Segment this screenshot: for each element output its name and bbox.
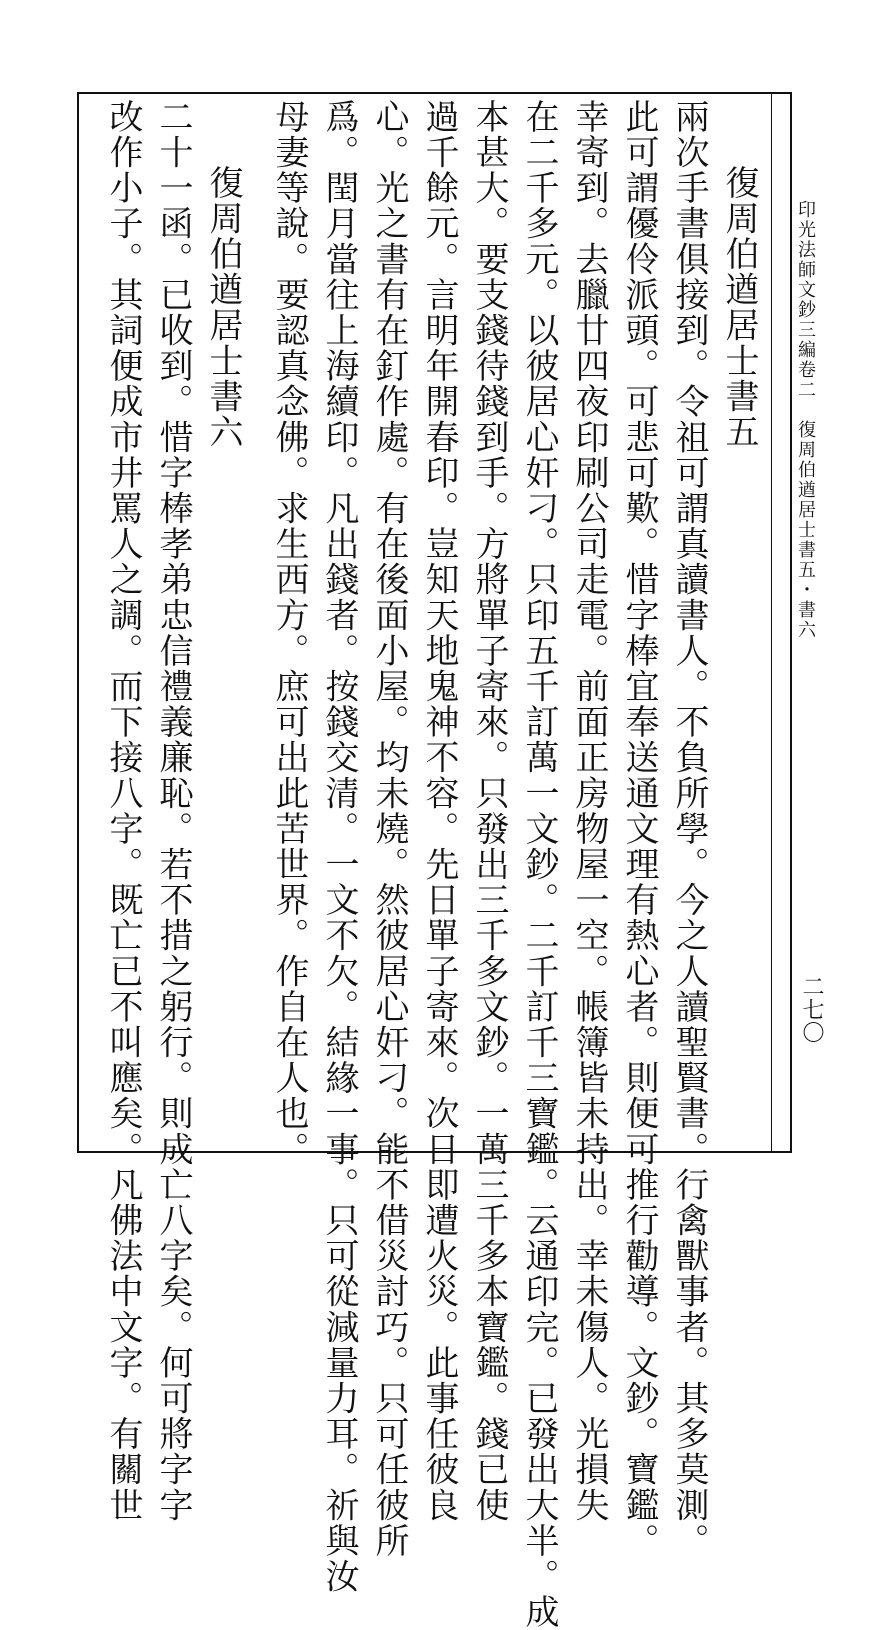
letter6-title: 復周伯遒居士書六 — [203, 165, 243, 450]
letter5-column-5: 本甚大。要支錢待錢到手。方將單子寄來。只發出三千多文鈔。一萬三千多本寶鑑。錢已使 — [469, 99, 509, 1523]
letter5-column-7: 心。光之書有在釘作處。有在後面小屋。均未燒。然彼居心奸刁。能不借災討巧。只可任彼所 — [369, 99, 409, 1559]
letter5-title: 復周伯遒居士書五 — [719, 165, 759, 450]
letter6-column-1: 二十一函。已收到。惜字棒孝弟忠信禮義廉恥。若不措之躬行。則成亡八字矣。何可將字字 — [153, 99, 193, 1523]
letter5-column-4: 在二千多元。以彼居心奸刁。只印五千訂萬一文鈔。二千訂千三寶鑑。云通印完。已發出大半。成 — [519, 99, 559, 1630]
letter5-column-1: 兩次手書俱接到。令祖可謂真讀書人。不負所學。今之人讀聖賢書。行禽獸事者。其多莫測。 — [669, 99, 709, 1559]
letter5-column-2: 此可謂優伶派頭。可悲可歎。惜字棒宜奉送通文理有熱心者。則便可推行勸導。文鈔。寶鑑。 — [619, 99, 659, 1559]
letter6-column-2: 改作小子。其詞便成市井罵人之調。而下接八字。既亡已不叫應矣。凡佛法中文字。有關世 — [103, 99, 143, 1523]
running-header: 印光法師文鈔三編卷二 復周伯遒居士書五・書六 — [795, 200, 816, 640]
page-number: 二七〇 — [799, 975, 824, 1044]
letter5-column-9: 母妻等說。要認真念佛。求生西方。庶可出此苦世界。作自在人也。 — [269, 99, 309, 1167]
letter5-column-6: 過千餘元。言明年開春印。豈知天地鬼神不容。先日單子寄來。次日即遭火災。此事任彼良 — [419, 99, 459, 1523]
letter5-column-8: 爲。閏月當往上海續印。凡出錢者。按錢交清。一文不欠。結緣一事。只可從減量力耳。祈與汝 — [319, 99, 359, 1595]
letter5-column-3: 幸寄到。去臘廿四夜印刷公司走電。前面正房物屋一空。帳簿皆未持出。幸未傷人。光損失 — [569, 99, 609, 1523]
margin-rule — [771, 92, 772, 1153]
